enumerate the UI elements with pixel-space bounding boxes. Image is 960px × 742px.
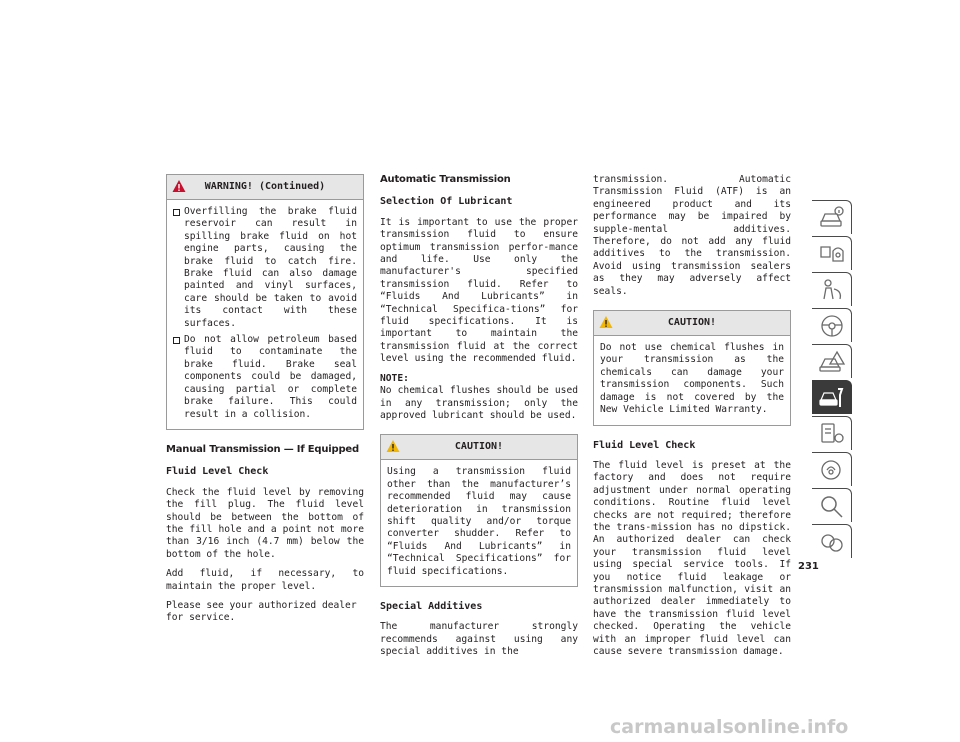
safety-icon bbox=[818, 277, 846, 303]
car-info-icon bbox=[818, 205, 846, 231]
warning-title: WARNING! (Continued) bbox=[204, 181, 326, 192]
caution-title: CAUTION! bbox=[667, 317, 717, 329]
caution-title: CAUTION! bbox=[454, 441, 504, 453]
body-paragraph: Check the fluid level by removing the fill plug. The fluid level should be between the bottom of the fill hole and a point not more than 3/16 inch (4.7 mm) below the bottom of the hole. bbox=[166, 486, 364, 560]
index-search-icon bbox=[818, 493, 846, 519]
caution-box bbox=[593, 310, 791, 425]
specifications-icon bbox=[818, 421, 846, 447]
subheading-fluid-level-check: Fluid Level Check bbox=[166, 466, 269, 478]
caution-triangle-icon bbox=[386, 439, 400, 453]
caution-triangle-icon bbox=[599, 315, 613, 329]
note-text: No chemical flushes should be used in any transmission; only the approved lubricant should be used. bbox=[380, 385, 578, 421]
page-number: 231 bbox=[798, 561, 819, 572]
chapter-tab-multimedia[interactable] bbox=[812, 452, 852, 486]
emergency-icon bbox=[818, 349, 846, 375]
warning-header bbox=[167, 175, 363, 200]
chapter-tab-car-info[interactable] bbox=[812, 200, 852, 234]
warning-item: Do not allow petroleum based fluid to contaminate the brake fluid. Brake seal components could be damaged, causing partial or complete brake failure. This could result in a collision. bbox=[173, 334, 357, 421]
chapter-tab-dashboard-lights[interactable] bbox=[812, 236, 852, 270]
chapter-tab-specifications[interactable] bbox=[812, 416, 852, 450]
body-paragraph: Add fluid, if necessary, to maintain the proper level. bbox=[166, 568, 364, 592]
body-paragraph: Please see your authorized dealer for service. bbox=[166, 599, 357, 624]
body-paragraph: The manufacturer strongly recommends against using any special additives in the bbox=[380, 621, 578, 658]
caution-header bbox=[381, 435, 577, 460]
section-heading-manual-transmission: Manual Transmission — If Equipped bbox=[166, 443, 359, 455]
subheading-selection-of-lubricant: Selection Of Lubricant bbox=[380, 196, 513, 208]
dashboard-lights-icon bbox=[818, 241, 846, 267]
chapter-tab-emergency[interactable] bbox=[812, 344, 852, 378]
watermark: carmanualsonline.info bbox=[610, 716, 849, 738]
service-maintenance-icon bbox=[818, 385, 846, 411]
warning-item: Overfilling the brake fluid reservoir can result in spilling brake fluid on hot engine parts, causing the brake fluid to catch fire. Brake fluid can also damage painted and vinyl surfaces, care should be taken to avoid its contact with these surfaces. bbox=[173, 206, 357, 330]
chapter-tab-steering[interactable] bbox=[812, 308, 852, 342]
caution-header bbox=[594, 311, 790, 336]
subheading-special-additives: Special Additives bbox=[380, 600, 483, 612]
column-right bbox=[593, 174, 791, 665]
multimedia-icon bbox=[818, 457, 846, 483]
chapter-tab-index[interactable] bbox=[812, 488, 852, 522]
warning-triangle-icon bbox=[172, 179, 186, 193]
caution-text: Using a transmission fluid other than the manufacturer’s recommended fluid may cause deterioration in transmission shift quality and/or torque converter shudder. Refer to “Fluids And Lubricants” in “Technical Specifications” for fluid specifications. bbox=[387, 466, 571, 577]
note-label: NOTE: bbox=[380, 372, 409, 384]
chapter-tab-languages[interactable] bbox=[812, 524, 852, 558]
section-heading-automatic-transmission: Automatic Transmission bbox=[380, 174, 511, 185]
body-paragraph: transmission. Automatic Transmission Fluid (ATF) is an engineered product and its performance may be impaired by supple-mental additives. Therefore, do not add any fluid additives to the transmission. Avoid using transmission sealers as they may adversely affect seals. bbox=[593, 174, 791, 297]
chapter-tab-safety[interactable] bbox=[812, 272, 852, 306]
column-left bbox=[166, 174, 364, 632]
body-paragraph: It is important to use the proper transmission fluid to ensure optimum transmission perfor-mance and life. Use only the manufacturer's specified transmission fluid. Refer to “Fluids And Lubricants” in “Technical Specifica-tions” for fluid specifications. It is important to maintain the transmission fluid at the correct level using the recommended fluid. bbox=[380, 216, 578, 365]
steering-wheel-icon bbox=[818, 313, 846, 339]
body-paragraph: The fluid level is preset at the factory and does not require adjustment under normal operating conditions. Routine fluid level checks are not required; therefore the trans-mission has no dipstick. An authorized dealer can check your transmission fluid level using special service tools. If you notice fluid leakage or transmission malfunction, visit an authorized dealer immediately to have the transmission fluid level checked. Operating the vehicle with an improper fluid level can cause severe transmission damage. bbox=[593, 459, 791, 657]
languages-icon bbox=[818, 529, 846, 555]
caution-text: Do not use chemical flushes in your transmission as the chemicals can damage your transmission components. Such damage is not covered by the New Vehicle Limited Warranty. bbox=[600, 342, 784, 416]
caution-box bbox=[380, 434, 578, 587]
warning-box bbox=[166, 174, 364, 430]
subheading-fluid-level-check: Fluid Level Check bbox=[593, 439, 696, 451]
column-middle bbox=[380, 174, 578, 666]
chapter-tab-service-maintenance[interactable] bbox=[812, 380, 852, 414]
